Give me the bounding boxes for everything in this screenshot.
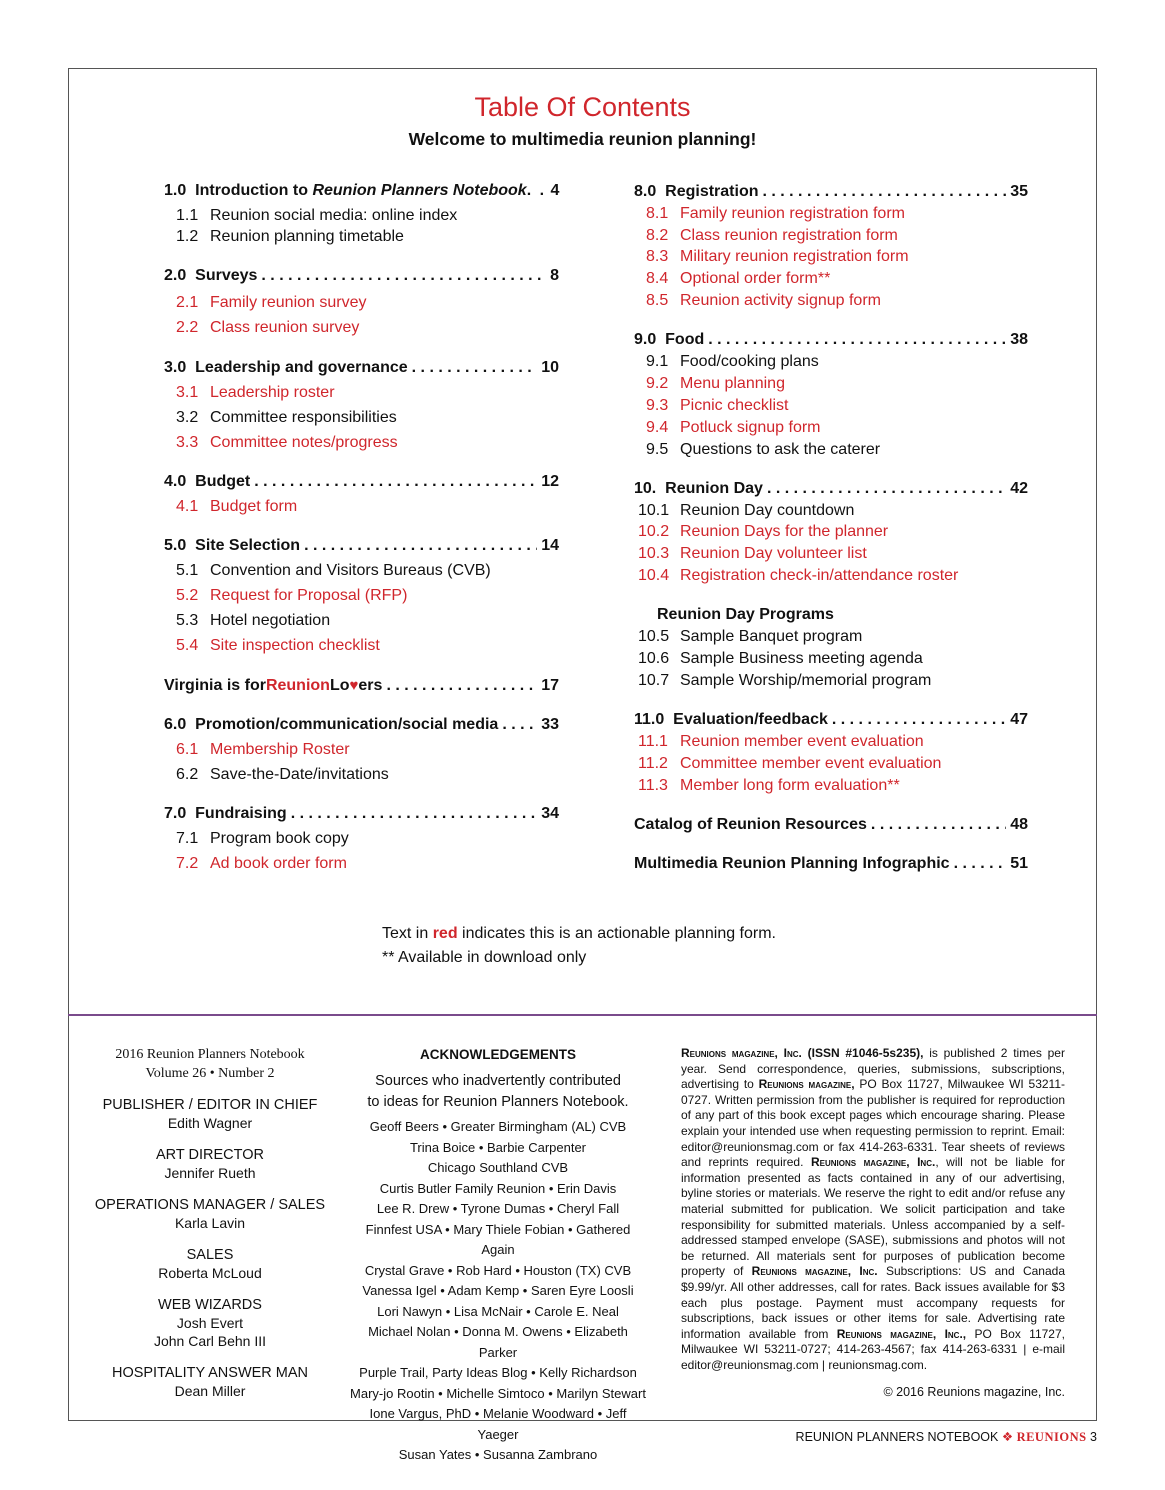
ack-line: Vanessa Igel • Adam Kemp • Saren Eyre Loosli (362, 1283, 634, 1298)
copyright: © 2016 Reunions magazine, Inc. (883, 1385, 1065, 1399)
ack-line: Geoff Beers • Greater Birmingham (AL) CVB (369, 1119, 627, 1134)
ack-line: Purple Trail, Party Ideas Blog • Kelly Richardson (359, 1365, 637, 1380)
staff-role: HOSPITALITY ANSWER MAN (111, 1365, 309, 1381)
toc-item-8-1[interactable]: 8.1 Family reunion registration form (646, 205, 905, 222)
ack-line: Lee R. Drew • Tyrone Dumas • Cheryl Fall (376, 1201, 620, 1216)
toc-item-2-1[interactable]: 2.1 Family reunion survey (176, 294, 367, 311)
toc-entry-7[interactable]: 7.0 Fundraising . . . 34 (164, 805, 559, 823)
toc-item-3-1[interactable]: 3.1 Leadership roster (176, 384, 335, 401)
footer-brand: REUNIONS (1016, 1430, 1087, 1444)
toc-item-10-5[interactable]: 10.5 Sample Banquet program (638, 628, 863, 645)
toc-item-7-2[interactable]: 7.2 Ad book order form (176, 855, 347, 872)
staff-role: OPERATIONS MANAGER / SALES (94, 1197, 326, 1213)
toc-item-11-2[interactable]: 11.2 Committee member event evaluation (638, 755, 942, 772)
ack-line: Trina Boice • Barbie Carpenter (409, 1139, 587, 1155)
download-note: ** Available in download only (382, 949, 587, 966)
staff-role: ART DIRECTOR (156, 1147, 264, 1163)
acknowledgements-box (350, 1046, 646, 1466)
toc-item-9-1[interactable]: 9.1 Food/cooking plans (646, 353, 819, 370)
toc-entry-4[interactable]: 4.0 Budget . . . 12 (164, 473, 559, 491)
ack-line: Lori Nawyn • Lisa McNair • Carole E. Neal (377, 1303, 619, 1319)
toc-item-10-3[interactable]: 10.3 Reunion Day volunteer list (638, 545, 867, 562)
toc-entry-3[interactable]: 3.0 Leadership and governance . . . 10 (164, 359, 559, 377)
staff-box (88, 1045, 332, 1400)
staff-name: John Carl Behn III (153, 1333, 267, 1349)
toc-item-1-2[interactable]: 1.2 Reunion planning timetable (176, 228, 404, 245)
toc-item-5-3[interactable]: 5.3 Hotel negotiation (176, 612, 331, 629)
staff-role: WEB WIZARDS (158, 1297, 262, 1313)
toc-title: Table Of Contents (474, 92, 691, 122)
staff-name: Josh Evert (176, 1315, 244, 1331)
toc-entry-10[interactable]: 10. Reunion Day . . . 42 (634, 480, 1028, 498)
acknowledgements-list (350, 1117, 646, 1466)
heart-icon: ♥ (349, 677, 359, 694)
toc-item-10-2[interactable]: 10.2 Reunion Days for the planner (638, 523, 889, 540)
page-number: 3 (1090, 1430, 1097, 1444)
volume-number: Volume 26 • Number 2 (145, 1066, 275, 1081)
toc-entry-5[interactable]: 5.0 Site Selection . . . 14 (164, 537, 559, 555)
ack-line: Susan Yates • Susanna Zambrano (398, 1447, 598, 1462)
staff-name: Roberta McLoud (158, 1265, 262, 1281)
ack-line: Mary-jo Rootin • Michelle Simtoco • Marilyn Stewart (350, 1385, 646, 1401)
toc-entry-8[interactable]: 8.0 Registration . . . 35 (634, 183, 1028, 201)
toc-entry-9[interactable]: 9.0 Food . . . 38 (634, 331, 1028, 349)
toc-item-8-3[interactable]: 8.3 Military reunion registration form (646, 248, 909, 265)
toc-item-10-7[interactable]: 10.7 Sample Worship/memorial program (638, 672, 932, 689)
toc-item-7-1[interactable]: 7.1 Program book copy (176, 830, 349, 847)
toc-subtitle: Welcome to multimedia reunion planning! (408, 129, 757, 149)
programs-heading: Reunion Day Programs (657, 606, 834, 623)
toc-entry-virginia[interactable]: Virginia is for Reunion Lo ♥ ers . . . 17 (164, 677, 559, 695)
toc-item-10-1[interactable]: 10.1 Reunion Day countdown (638, 502, 855, 519)
toc-item-9-2[interactable]: 9.2 Menu planning (646, 375, 785, 392)
toc-item-8-5[interactable]: 8.5 Reunion activity signup form (646, 292, 881, 309)
toc-item-10-6[interactable]: 10.6 Sample Business meeting agenda (638, 650, 923, 667)
staff-name: Jennifer Rueth (164, 1165, 256, 1181)
toc-item-10-4[interactable]: 10.4 Registration check-in/attendance roster (638, 567, 959, 584)
ack-line: Finnfest USA • Mary Thiele Fobian • Gathered Again (365, 1221, 631, 1257)
toc-entry-catalog[interactable]: Catalog of Reunion Resources . . . 48 (634, 816, 1028, 834)
acknowledgements-intro: Sources who inadvertently contributed to ideas for Reunion Planners Notebook. (367, 1073, 629, 1110)
toc-item-2-2[interactable]: 2.2 Class reunion survey (176, 319, 360, 336)
footer-title: REUNION PLANNERS NOTEBOOK (795, 1430, 999, 1444)
toc-item-11-1[interactable]: 11.1 Reunion member event evaluation (638, 733, 924, 750)
toc-item-1-1[interactable]: 1.1 Reunion social media: online index (176, 207, 458, 224)
staff-role: SALES (186, 1247, 234, 1263)
diamond-icon: ❖ (1001, 1430, 1014, 1444)
ack-line: Crystal Grave • Rob Hard • Houston (TX) CVB (364, 1262, 632, 1278)
staff-name: Dean Miller (174, 1383, 246, 1399)
toc-entry-1[interactable]: 1.0 Introduction to Reunion Planners Notebook . . 4 (164, 182, 560, 199)
ack-line: Chicago Southland CVB (427, 1160, 569, 1175)
toc-entry-11[interactable]: 11.0 Evaluation/feedback . . . 47 (634, 711, 1028, 729)
toc-item-8-2[interactable]: 8.2 Class reunion registration form (646, 227, 898, 244)
section-divider (68, 1014, 1097, 1016)
ack-line: Ione Vargus, PhD • Melanie Woodward • Jeff Yaeger (369, 1406, 627, 1442)
toc-item-6-1[interactable]: 6.1 Membership Roster (176, 741, 350, 758)
toc-item-9-4[interactable]: 9.4 Potluck signup form (646, 419, 821, 436)
toc-item-4-1[interactable]: 4.1 Budget form (176, 498, 298, 515)
page-footer (796, 1429, 1097, 1445)
toc-entry-infographic[interactable]: Multimedia Reunion Planning Infographic . . . 51 (634, 855, 1028, 873)
toc-entry-2[interactable]: 2.0 Surveys . . . 8 (164, 267, 559, 285)
ack-line: Michael Nolan • Donna M. Owens • Elizabeth Parker (368, 1324, 628, 1360)
staff-role: PUBLISHER / EDITOR IN CHIEF (102, 1097, 318, 1113)
toc-item-6-2[interactable]: 6.2 Save-the-Date/invitations (176, 766, 389, 783)
toc-item-5-1[interactable]: 5.1 Convention and Visitors Bureaus (CVB) (176, 562, 491, 579)
staff-name: Edith Wagner (167, 1115, 253, 1131)
legal-text: Reunions magazine, Inc. (ISSN #1046-5s235), is published 2 times per year. Send correspondence, queries, submissions, subscriptions, advertising to Reunions magazine, PO Box 11727, Milwaukee WI 53211-0727. Written permission from the publisher is required for reproduction of any part of this book except pages which encourage sharing. Please explain your intended use when requesting permission to reprint. Email: editor@reunionsmag.com or fax 414-263-6331. Tear sheets of reviews and reprints required. Reunions magazine, Inc., will not be liable for information presented as facts contained in any of our advertising, byline stories or materials. We reserve the right to edit and/or refuse any material submitted for publication. We solicit participation and take responsibility for submitted materials. Unless accompanied by a self-addressed stamped envelope (SASE), submissions and photos will not be returned. All materials sent for purposes of publication become property of Reunions magazine, Inc. Subscriptions: US and Canada $9.99/yr. All other addresses, call for rates. Back issues available for $3 each plus postage. Payment must accompany requests for subscriptions, back issues or other items for sale. Advertising rate information available from Reunions magazine, Inc., PO Box 11727, Milwaukee WI 53211-0727; 414-263-4567; fax 414-263-6331 | e-mail editor@reunionsmag.com | reunionsmag.com. (681, 1046, 1066, 1372)
publication-name: 2016 Reunion Planners Notebook (115, 1047, 305, 1062)
toc-entry-6[interactable]: 6.0 Promotion/communication/social media . . . 33 (164, 716, 559, 734)
acknowledgements-heading: ACKNOWLEDGEMENTS (420, 1047, 576, 1062)
toc-item-3-3[interactable]: 3.3 Committee notes/progress (176, 434, 398, 451)
toc-item-11-3[interactable]: 11.3 Member long form evaluation** (638, 777, 900, 794)
legend-note: Text in red indicates this is an actionable planning form. (382, 925, 776, 942)
toc-item-9-5[interactable]: 9.5 Questions to ask the caterer (646, 441, 881, 458)
ack-line: Curtis Butler Family Reunion • Erin Davis (379, 1180, 617, 1196)
toc-item-5-2[interactable]: 5.2 Request for Proposal (RFP) (176, 587, 408, 604)
toc-item-3-2[interactable]: 3.2 Committee responsibilities (176, 409, 397, 426)
toc-item-8-4[interactable]: 8.4 Optional order form** (646, 270, 831, 287)
staff-name: Karla Lavin (174, 1215, 246, 1231)
toc-item-9-3[interactable]: 9.3 Picnic checklist (646, 397, 789, 414)
toc-item-5-4[interactable]: 5.4 Site inspection checklist (176, 637, 380, 654)
